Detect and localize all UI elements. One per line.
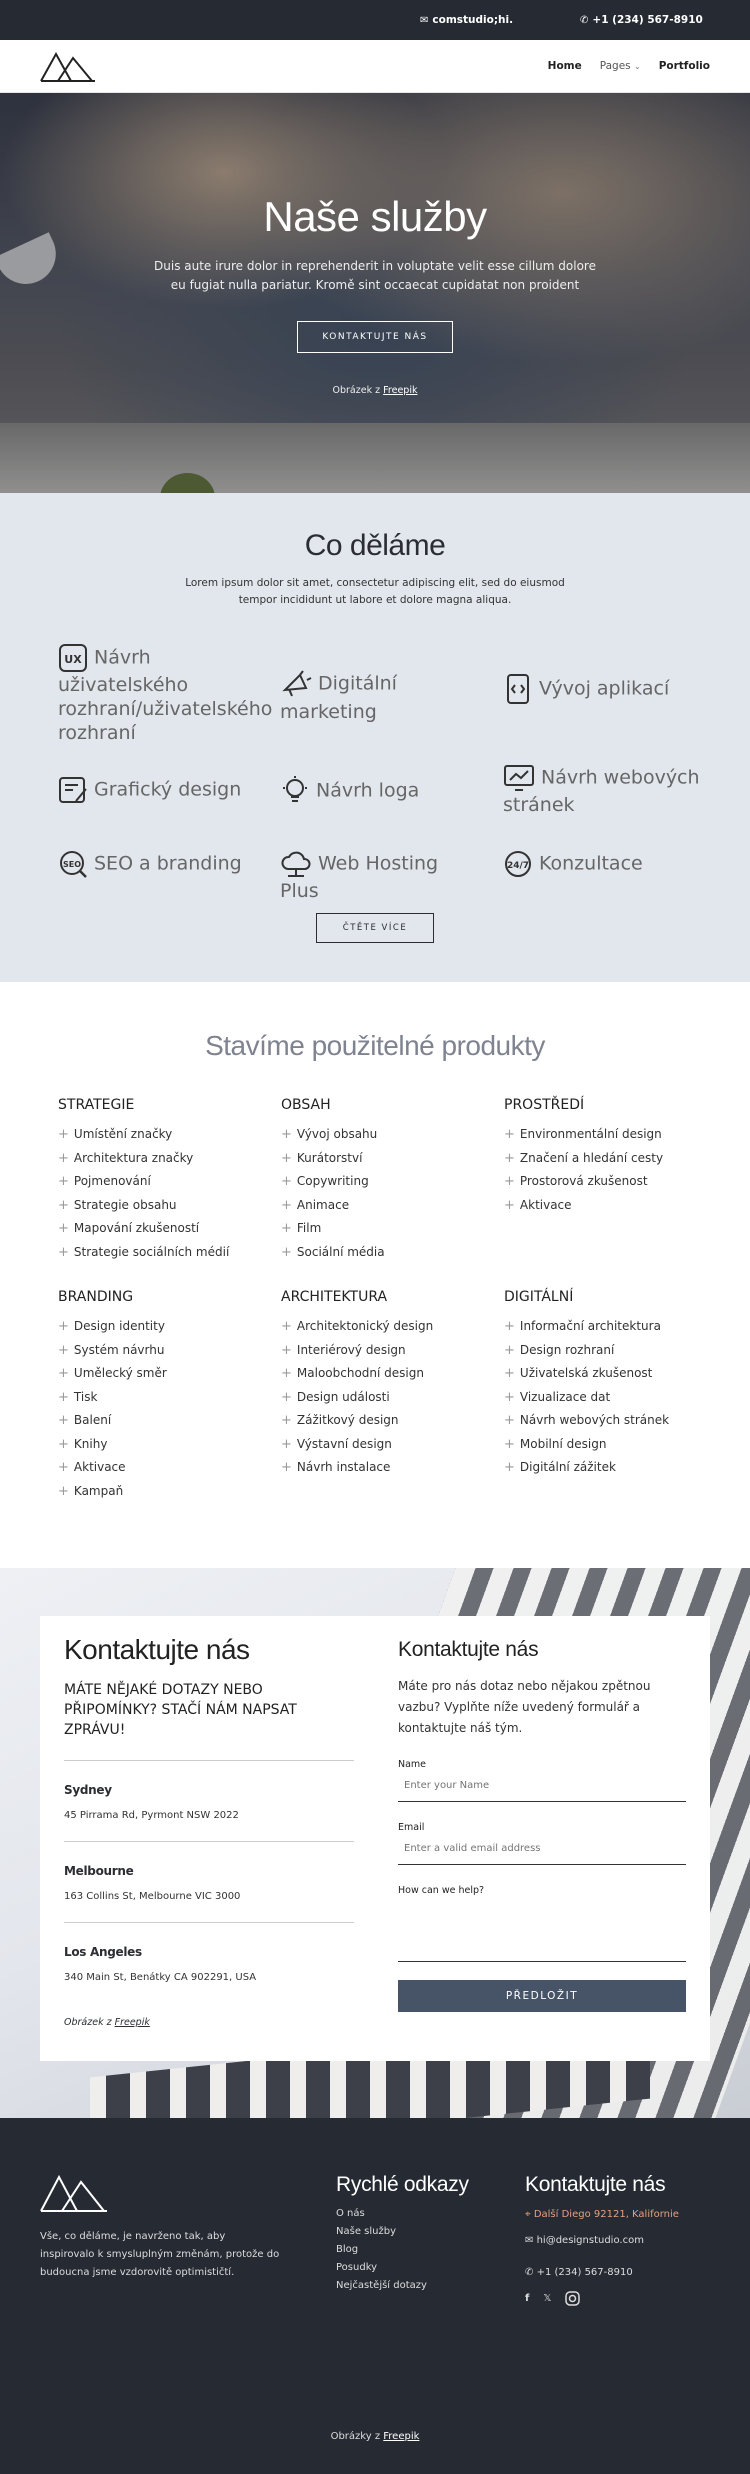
phone-icon: ✆: [580, 15, 589, 26]
support-24-7-icon: [503, 849, 533, 879]
svg-text:UX: UX: [64, 653, 82, 666]
service-web-design[interactable]: Návrh webových stránek: [503, 763, 703, 817]
list-item: + Knihy: [58, 1433, 278, 1457]
contact-image-credit: Obrázek z Freepik: [64, 2017, 150, 2028]
lightbulb-icon: [280, 775, 310, 807]
name-input[interactable]: [398, 1770, 686, 1802]
submit-button[interactable]: PŘEDLOŽIT: [398, 1980, 686, 2012]
topbar-email[interactable]: ✉ comstudio;hi.: [420, 14, 514, 26]
svg-text:SEO: SEO: [62, 860, 82, 869]
list-item: + Návrh webových stránek: [504, 1409, 724, 1433]
envelope-icon: ✉: [525, 2235, 534, 2246]
list-item: + Výstavní design: [281, 1433, 501, 1457]
footer-link-faq[interactable]: Nejčastější dotazy: [336, 2280, 427, 2291]
name-label: Name: [398, 1759, 427, 1770]
hero-freepik-link[interactable]: Freepik: [383, 385, 418, 396]
list-item: + Mapování zkušeností: [58, 1217, 278, 1241]
footer-email[interactable]: ✉ hi@designstudio.com: [525, 2235, 644, 2246]
list-item: + Pojmenování: [58, 1170, 278, 1194]
contact-card: [40, 1616, 710, 2061]
top-bar: [0, 0, 750, 40]
list-item: + Film: [281, 1217, 501, 1241]
column-heading: STRATEGIE: [58, 1097, 135, 1113]
list-item: + Copywriting: [281, 1170, 501, 1194]
footer-contact: [525, 2173, 679, 2312]
service-ui-ux[interactable]: UX Návrh uživatelského rozhraní/uživatelského rozhraní: [58, 643, 258, 745]
list-item: + Kampaň: [58, 1480, 278, 1504]
list-item: + Systém návrhu: [58, 1339, 278, 1363]
list-item: + Architektura značky: [58, 1147, 278, 1171]
read-more-button[interactable]: ČTĚTE VÍCE: [316, 913, 434, 943]
nav-item-home[interactable]: Home: [547, 60, 582, 72]
column-heading: BRANDING: [58, 1289, 134, 1305]
phone-icon: ✆: [525, 2267, 534, 2278]
footer-address: ⌖ Další Diego 92121, Kalifornie: [525, 2209, 679, 2220]
products-title: Stavíme použitelné produkty: [205, 1030, 545, 1061]
footer-image-credit: Obrázky z Freepik: [330, 2431, 420, 2442]
contact-freepik-link[interactable]: Freepik: [114, 2017, 150, 2028]
services-lead: Lorem ipsum dolor sit amet, consectetur adipiscing elit, sed do eiusmod tempor incididunt ut labore et dolore magna aliqua.: [185, 577, 565, 606]
list-item: + Kurátorství: [281, 1147, 501, 1171]
list-item: + Aktivace: [504, 1194, 724, 1218]
hero-text: Duis aute irure dolor in reprehenderit in voluptate velit esse cillum dolore eu fugiat nulla pariatur. Kromě sint occaecat cupidatat non proident: [154, 259, 596, 292]
mountains-logo-icon: [40, 50, 96, 82]
contact-info: [64, 1634, 354, 2028]
contact-title: Kontaktujte nás: [64, 1634, 250, 1665]
list-item: + Interiérový design: [281, 1339, 501, 1363]
mobile-code-icon: [503, 673, 533, 705]
message-label: How can we help?: [398, 1885, 485, 1896]
list-item: + Prostorová zkušenost: [504, 1170, 724, 1194]
svg-text:24/7: 24/7: [506, 861, 530, 871]
products-column-branding: [58, 1289, 278, 1503]
footer-link-testimonials[interactable]: Posudky: [336, 2262, 378, 2273]
email-label: Email: [398, 1822, 425, 1833]
list-item: + Vývoj obsahu: [281, 1123, 501, 1147]
contact-form: [398, 1638, 686, 2012]
office-city: Los Angeles: [64, 1945, 142, 1959]
map-pin-icon: ⌖: [525, 2209, 531, 2220]
topbar-phone[interactable]: ✆ +1 (234) 567-8910: [580, 14, 703, 26]
service-logo-design[interactable]: Návrh loga: [280, 775, 480, 807]
nav-item-portfolio[interactable]: Portfolio: [658, 60, 710, 72]
column-heading: PROSTŘEDÍ: [504, 1097, 585, 1113]
list-item: + Strategie obsahu: [58, 1194, 278, 1218]
facebook-icon[interactable]: f: [525, 2293, 530, 2304]
list-item: + Informační architektura: [504, 1315, 724, 1339]
hero-section: [0, 93, 750, 493]
quick-links-title: Rychlé odkazy: [336, 2173, 469, 2196]
list-item: + Design rozhraní: [504, 1339, 724, 1363]
x-twitter-icon[interactable]: 𝕏: [543, 2293, 552, 2304]
list-item: + Umělecký směr: [58, 1362, 278, 1386]
divider: [64, 1922, 354, 1923]
products-column-digital: [504, 1289, 724, 1480]
list-item: + Strategie sociálních médií: [58, 1241, 278, 1265]
list-item: + Zážitkový design: [281, 1409, 501, 1433]
site-logo[interactable]: [40, 50, 96, 86]
list-item: + Environmentální design: [504, 1123, 724, 1147]
monitor-chart-icon: [503, 763, 535, 793]
list-item: + Balení: [58, 1409, 278, 1433]
list-item: + Sociální média: [281, 1241, 501, 1265]
footer-logo[interactable]: [40, 2172, 108, 2216]
social-links: [525, 2291, 679, 2312]
envelope-icon: ✉: [420, 15, 429, 26]
footer: [0, 2118, 750, 2474]
footer-phone[interactable]: ✆ +1 (234) 567-8910: [525, 2267, 633, 2278]
office-city: Melbourne: [64, 1864, 134, 1878]
service-app-development[interactable]: Vývoj aplikací: [503, 673, 703, 705]
list-item: + Značení a hledání cesty: [504, 1147, 724, 1171]
design-icon: [58, 775, 88, 805]
list-item: + Uživatelská zkušenost: [504, 1362, 724, 1386]
office-address: 163 Collins St, Melbourne VIC 3000: [64, 1891, 241, 1902]
service-consultation[interactable]: 24/7 Konzultace: [503, 849, 703, 879]
service-web-hosting[interactable]: Web Hosting Plus: [280, 849, 480, 903]
contact-section: [0, 1568, 750, 2118]
office-address: 340 Main St, Benátky CA 902291, USA: [64, 1972, 257, 1983]
footer-freepik-link[interactable]: Freepik: [383, 2431, 420, 2442]
seo-icon: [58, 849, 88, 879]
list-item: + Animace: [281, 1194, 501, 1218]
list-item: + Mobilní design: [504, 1433, 724, 1457]
products-column-environment: [504, 1097, 724, 1217]
footer-contact-title: Kontaktujte nás: [525, 2173, 666, 2196]
list-item: + Návrh instalace: [281, 1456, 501, 1480]
divider: [64, 1841, 354, 1842]
services-title: Co děláme: [304, 529, 446, 562]
message-textarea[interactable]: [398, 1896, 686, 1962]
service-seo-branding[interactable]: SEO SEO a branding: [58, 849, 258, 879]
list-item: + Aktivace: [58, 1456, 278, 1480]
services-section: [0, 493, 750, 982]
mountains-logo-icon: [40, 2172, 108, 2212]
footer-link-blog[interactable]: Blog: [336, 2244, 359, 2255]
service-digital-marketing[interactable]: Digitální marketing: [280, 668, 450, 724]
list-item: + Design identity: [58, 1315, 278, 1339]
chevron-down-icon: ⌄: [633, 62, 641, 71]
list-item: + Umístění značky: [58, 1123, 278, 1147]
products-section: [0, 982, 750, 1568]
footer-quick-links: [336, 2173, 469, 2295]
hero-title: Naše služby: [263, 193, 487, 240]
column-heading: ARCHITEKTURA: [281, 1289, 388, 1305]
footer-text: Vše, co děláme, je navrženo tak, aby inspirovalo k smysluplným změnám, protože do budoucna jsme vzdorovitě optimističtí.: [40, 2231, 280, 2278]
hero-image-credit: Obrázek z Freepik: [332, 385, 418, 396]
list-item: + Digitální zážitek: [504, 1456, 724, 1480]
footer-link-about[interactable]: O nás: [336, 2208, 365, 2219]
column-heading: OBSAH: [281, 1097, 331, 1113]
main-navigation: [0, 40, 750, 93]
email-input[interactable]: [398, 1833, 686, 1865]
products-column-content: [281, 1097, 501, 1264]
hero-content: [0, 93, 750, 493]
contact-question: MÁTE NĚJAKÉ DOTAZY NEBO PŘIPOMÍNKY? STAČÍ NÁM NAPSAT ZPRÁVU!: [64, 1682, 297, 1738]
products-column-strategy: [58, 1097, 278, 1264]
nav-menu: [548, 60, 710, 72]
column-heading: DIGITÁLNÍ: [504, 1289, 574, 1305]
products-column-architecture: [281, 1289, 501, 1480]
form-title: Kontaktujte nás: [398, 1638, 539, 1661]
service-graphic-design[interactable]: Grafický design: [58, 775, 258, 805]
list-item: + Architektonický design: [281, 1315, 501, 1339]
list-item: + Vizualizace dat: [504, 1386, 724, 1410]
footer-link-services[interactable]: Naše služby: [336, 2226, 396, 2237]
list-item: + Maloobchodní design: [281, 1362, 501, 1386]
nav-item-pages[interactable]: Pages ⌄: [599, 60, 641, 72]
list-item: + Design události: [281, 1386, 501, 1410]
form-intro: Máte pro nás dotaz nebo nějakou zpětnou vazbu? Vyplňte níže uvedený formulář a kontaktujte náš tým.: [398, 1679, 651, 1735]
office-city: Sydney: [64, 1783, 112, 1797]
megaphone-icon: [280, 668, 312, 700]
divider: [64, 1760, 354, 1761]
cloud-icon: [280, 849, 312, 879]
instagram-icon[interactable]: [565, 2291, 580, 2312]
ux-icon: [58, 643, 88, 673]
hero-contact-button[interactable]: KONTAKTUJTE NÁS: [297, 321, 452, 353]
office-address: 45 Pirrama Rd, Pyrmont NSW 2022: [64, 1810, 239, 1821]
list-item: + Tisk: [58, 1386, 278, 1410]
